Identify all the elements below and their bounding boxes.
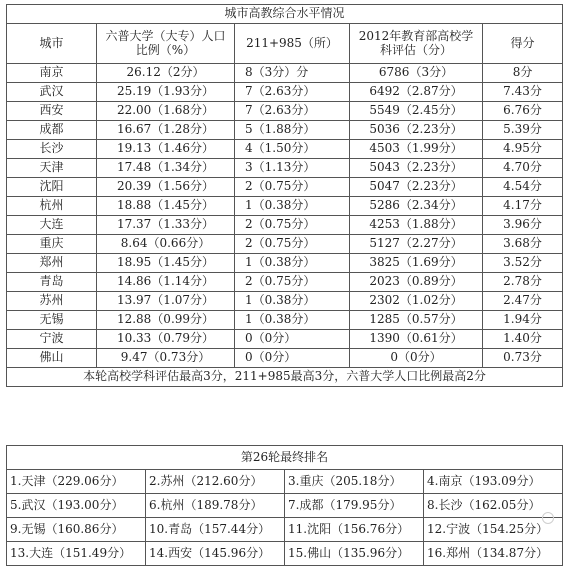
value-cell: 2（0.75分） <box>235 178 350 197</box>
table-title: 城市高教综合水平情况 <box>7 5 563 24</box>
city-cell: 青岛 <box>7 273 97 292</box>
ranking-body <box>7 470 563 566</box>
city-cell: 西安 <box>7 102 97 121</box>
city-cell: 成都 <box>7 121 97 140</box>
header-cell: 六普大学（大专）人口比例（%） <box>97 24 235 64</box>
value-cell: 6.76分 <box>483 102 563 121</box>
value-cell: 17.48（1.34分） <box>97 159 235 178</box>
value-cell: 22.00（1.68分） <box>97 102 235 121</box>
value-cell: 1285（0.57分） <box>350 311 483 330</box>
city-cell: 杭州 <box>7 197 97 216</box>
ranking-cell: 8.长沙（162.05分） <box>424 494 563 518</box>
table-row <box>7 349 563 368</box>
table-row <box>7 216 563 235</box>
watermark-icon <box>542 512 554 524</box>
ranking-cell: 3.重庆（205.18分） <box>285 470 424 494</box>
value-cell: 1（0.38分） <box>235 311 350 330</box>
city-cell: 无锡 <box>7 311 97 330</box>
city-cell: 重庆 <box>7 235 97 254</box>
table-row <box>7 140 563 159</box>
value-cell: 5047（2.23分） <box>350 178 483 197</box>
header-row <box>7 24 563 64</box>
ranking-cell: 1.天津（229.06分） <box>7 470 146 494</box>
value-cell: 5.39分 <box>483 121 563 140</box>
table-row <box>7 330 563 349</box>
value-cell: 4.70分 <box>483 159 563 178</box>
city-cell: 佛山 <box>7 349 97 368</box>
value-cell: 8分 <box>483 64 563 83</box>
value-cell: 3.96分 <box>483 216 563 235</box>
ranking-row <box>7 494 563 518</box>
ranking-cell: 7.成都（179.95分） <box>285 494 424 518</box>
city-cell: 郑州 <box>7 254 97 273</box>
city-cell: 苏州 <box>7 292 97 311</box>
table-row <box>7 121 563 140</box>
ranking-row <box>7 542 563 566</box>
table-row <box>7 311 563 330</box>
table-title-row <box>7 5 563 24</box>
value-cell: 4.17分 <box>483 197 563 216</box>
ranking-cell: 16.郑州（134.87分） <box>424 542 563 566</box>
header-cell: 2012年教育部高校学科评估（分） <box>350 24 483 64</box>
value-cell: 1（0.38分） <box>235 292 350 311</box>
value-cell: 17.37（1.33分） <box>97 216 235 235</box>
city-cell: 南京 <box>7 64 97 83</box>
table-row <box>7 102 563 121</box>
ranking-cell: 14.西安（145.96分） <box>146 542 285 566</box>
value-cell: 9.47（0.73分） <box>97 349 235 368</box>
value-cell: 26.12（2分） <box>97 64 235 83</box>
value-cell: 2023（0.89分） <box>350 273 483 292</box>
ranking-cell: 13.大连（151.49分） <box>7 542 146 566</box>
value-cell: 2（0.75分） <box>235 273 350 292</box>
value-cell: 5127（2.27分） <box>350 235 483 254</box>
footnote-row <box>7 368 563 387</box>
value-cell: 6492（2.87分） <box>350 83 483 102</box>
value-cell: 0（0分） <box>235 349 350 368</box>
value-cell: 1390（0.61分） <box>350 330 483 349</box>
value-cell: 14.86（1.14分） <box>97 273 235 292</box>
value-cell: 13.97（1.07分） <box>97 292 235 311</box>
table-row <box>7 83 563 102</box>
city-cell: 大连 <box>7 216 97 235</box>
value-cell: 4.54分 <box>483 178 563 197</box>
value-cell: 0（0分） <box>350 349 483 368</box>
value-cell: 4503（1.99分） <box>350 140 483 159</box>
value-cell: 5（1.88分） <box>235 121 350 140</box>
table-row <box>7 178 563 197</box>
table-row <box>7 292 563 311</box>
table-row <box>7 64 563 83</box>
watermark <box>542 511 556 524</box>
value-cell: 2.47分 <box>483 292 563 311</box>
value-cell: 2.78分 <box>483 273 563 292</box>
city-education-table <box>6 4 563 387</box>
value-cell: 4.95分 <box>483 140 563 159</box>
value-cell: 19.13（1.46分） <box>97 140 235 159</box>
city-cell: 沈阳 <box>7 178 97 197</box>
value-cell: 7（2.63分） <box>235 83 350 102</box>
value-cell: 18.88（1.45分） <box>97 197 235 216</box>
value-cell: 1（0.38分） <box>235 197 350 216</box>
city-cell: 长沙 <box>7 140 97 159</box>
value-cell: 7（2.63分） <box>235 102 350 121</box>
value-cell: 10.33（0.79分） <box>97 330 235 349</box>
table-row <box>7 273 563 292</box>
ranking-row <box>7 518 563 542</box>
ranking-row <box>7 470 563 494</box>
value-cell: 7.43分 <box>483 83 563 102</box>
ranking-cell: 9.无锡（160.86分） <box>7 518 146 542</box>
value-cell: 1.40分 <box>483 330 563 349</box>
value-cell: 4（1.50分） <box>235 140 350 159</box>
value-cell: 3.52分 <box>483 254 563 273</box>
header-cell: 城市 <box>7 24 97 64</box>
header-cell: 211+985（所） <box>235 24 350 64</box>
value-cell: 1.94分 <box>483 311 563 330</box>
table-row <box>7 197 563 216</box>
value-cell: 5286（2.34分） <box>350 197 483 216</box>
value-cell: 5043（2.23分） <box>350 159 483 178</box>
city-cell: 宁波 <box>7 330 97 349</box>
table-row <box>7 159 563 178</box>
table-row <box>7 254 563 273</box>
value-cell: 4253（1.88分） <box>350 216 483 235</box>
value-cell: 20.39（1.56分） <box>97 178 235 197</box>
ranking-cell: 10.青岛（157.44分） <box>146 518 285 542</box>
final-ranking-table <box>6 445 563 566</box>
value-cell: 5549（2.45分） <box>350 102 483 121</box>
value-cell: 3825（1.69分） <box>350 254 483 273</box>
value-cell: 16.67（1.28分） <box>97 121 235 140</box>
value-cell: 18.95（1.45分） <box>97 254 235 273</box>
value-cell: 1（0.38分） <box>235 254 350 273</box>
table-row <box>7 235 563 254</box>
value-cell: 8.64（0.66分） <box>97 235 235 254</box>
value-cell: 0.73分 <box>483 349 563 368</box>
ranking-cell: 11.沈阳（156.76分） <box>285 518 424 542</box>
value-cell: 2302（1.02分） <box>350 292 483 311</box>
value-cell: 3.68分 <box>483 235 563 254</box>
value-cell: 25.19（1.93分） <box>97 83 235 102</box>
value-cell: 12.88（0.99分） <box>97 311 235 330</box>
value-cell: 8（3分）分 <box>235 64 350 83</box>
ranking-cell: 15.佛山（135.96分） <box>285 542 424 566</box>
footnote: 本轮高校学科评估最高3分，211+985最高3分，六普大学人口比例最高2分 <box>7 368 563 387</box>
value-cell: 0（0分） <box>235 330 350 349</box>
ranking-title: 第26轮最终排名 <box>7 446 563 470</box>
ranking-cell: 6.杭州（189.78分） <box>146 494 285 518</box>
city-cell: 武汉 <box>7 83 97 102</box>
value-cell: 2（0.75分） <box>235 235 350 254</box>
value-cell: 6786（3分） <box>350 64 483 83</box>
header-cell: 得分 <box>483 24 563 64</box>
value-cell: 3（1.13分） <box>235 159 350 178</box>
ranking-title-row <box>7 446 563 470</box>
ranking-cell: 12.宁波（154.25分） <box>424 518 563 542</box>
city-cell: 天津 <box>7 159 97 178</box>
ranking-cell: 5.武汉（193.00分） <box>7 494 146 518</box>
table-body <box>7 64 563 368</box>
value-cell: 5036（2.23分） <box>350 121 483 140</box>
ranking-cell: 4.南京（193.09分） <box>424 470 563 494</box>
value-cell: 2（0.75分） <box>235 216 350 235</box>
ranking-cell: 2.苏州（212.60分） <box>146 470 285 494</box>
